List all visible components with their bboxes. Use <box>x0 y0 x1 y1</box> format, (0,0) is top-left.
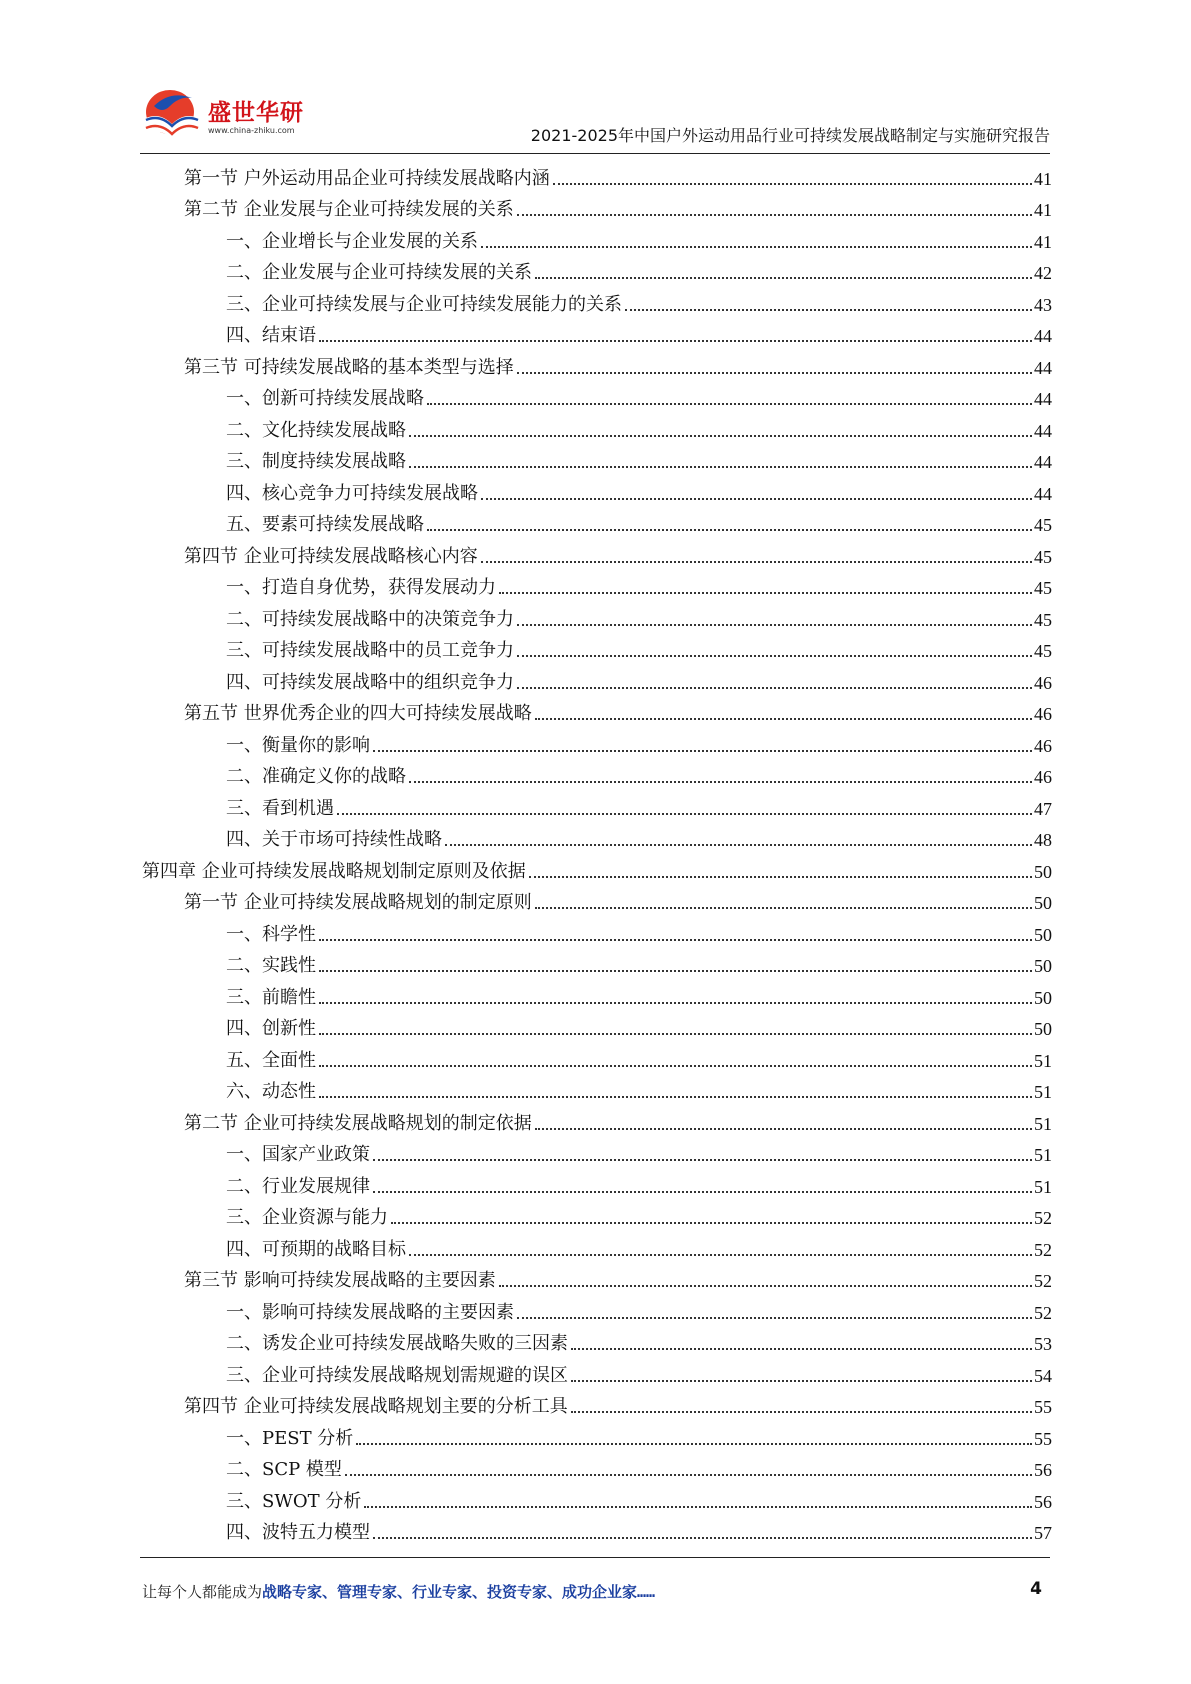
toc-entry-page: 44 <box>1034 452 1052 472</box>
toc-dot-leader <box>364 1505 1032 1508</box>
toc-entry-label: 一、创新可持续发展战略 <box>226 388 424 409</box>
toc-entry-page: 53 <box>1034 1334 1052 1354</box>
toc-dot-leader <box>535 906 1032 909</box>
toc-entry-page: 43 <box>1034 294 1052 315</box>
toc-entry[interactable] <box>142 1326 1052 1358</box>
toc-dot-leader <box>409 434 1032 437</box>
toc-entry[interactable] <box>142 1420 1052 1452</box>
toc-dot-leader <box>427 402 1032 405</box>
table-of-contents <box>142 160 1052 1546</box>
toc-entry[interactable] <box>142 1452 1052 1484</box>
toc-entry-label: 一、影响可持续发展战略的主要因素 <box>226 1301 514 1323</box>
toc-dot-leader <box>337 812 1032 815</box>
toc-entry-label: 第四章 企业可持续发展战略规划制定原则及依据 <box>142 860 526 882</box>
toc-dot-leader <box>319 339 1032 342</box>
page-number: 4 <box>1030 1579 1042 1599</box>
toc-entry-page: 45 <box>1034 578 1052 598</box>
toc-entry[interactable] <box>142 759 1052 791</box>
toc-dot-leader <box>535 1127 1032 1130</box>
toc-entry-page: 50 <box>1034 861 1052 882</box>
toc-entry[interactable] <box>142 853 1052 885</box>
toc-entry-label: 三、可持续发展战略中的员工竞争力 <box>226 640 514 661</box>
toc-dot-leader <box>373 1536 1032 1539</box>
toc-entry-page: 50 <box>1034 987 1052 1008</box>
header-divider <box>140 153 1050 154</box>
toc-entry-label: 四、创新性 <box>226 1018 316 1039</box>
toc-dot-leader <box>319 1001 1032 1004</box>
toc-entry-page: 46 <box>1034 735 1052 756</box>
toc-entry-page: 46 <box>1034 767 1052 787</box>
toc-entry-page: 50 <box>1034 956 1052 976</box>
toc-entry-page: 45 <box>1034 609 1052 630</box>
toc-entry-page: 45 <box>1034 515 1052 535</box>
toc-entry[interactable] <box>142 1515 1052 1547</box>
toc-entry-page: 44 <box>1034 326 1052 346</box>
toc-dot-leader <box>481 245 1032 248</box>
toc-entry[interactable] <box>142 979 1052 1011</box>
toc-dot-leader <box>481 560 1032 563</box>
toc-entry-page: 42 <box>1034 263 1052 283</box>
toc-dot-leader <box>517 654 1032 657</box>
toc-entry[interactable] <box>142 1357 1052 1389</box>
toc-entry[interactable] <box>142 1389 1052 1421</box>
toc-entry-label: 第三节 影响可持续发展战略的主要因素 <box>184 1270 496 1291</box>
toc-entry-page: 50 <box>1034 1019 1052 1039</box>
toc-entry-label: 一、打造自身优势，获得发展动力 <box>226 577 496 598</box>
toc-entry-page: 51 <box>1034 1145 1052 1165</box>
toc-entry-page: 51 <box>1034 1082 1052 1102</box>
report-title: 2021-2025年中国户外运动用品行业可持续发展战略制定与实施研究报告 <box>530 126 1050 145</box>
toc-entry[interactable] <box>142 1294 1052 1326</box>
toc-dot-leader <box>409 465 1032 468</box>
toc-dot-leader <box>319 1032 1032 1035</box>
toc-entry[interactable] <box>142 444 1052 476</box>
toc-entry-page: 52 <box>1034 1271 1052 1291</box>
toc-entry[interactable] <box>142 664 1052 696</box>
toc-dot-leader <box>445 843 1032 846</box>
toc-entry-page: 44 <box>1034 420 1052 441</box>
slogan-highlight: 战略专家、管理专家、行业专家、投资专家、成功企业家…… <box>262 1583 656 1601</box>
toc-entry-page: 41 <box>1034 168 1052 189</box>
toc-entry-page: 56 <box>1034 1491 1052 1512</box>
toc-entry[interactable] <box>142 412 1052 444</box>
toc-entry-page: 48 <box>1034 830 1052 850</box>
toc-dot-leader <box>319 1095 1032 1098</box>
logo-book-icon <box>140 84 204 146</box>
toc-dot-leader <box>571 1347 1032 1350</box>
toc-entry-label: 二、SCP 模型 <box>226 1459 342 1480</box>
toc-dot-leader <box>373 1158 1032 1161</box>
toc-entry-label: 第三节 可持续发展战略的基本类型与选择 <box>184 356 514 378</box>
toc-dot-leader <box>517 1316 1032 1319</box>
toc-dot-leader <box>427 528 1032 531</box>
toc-entry[interactable] <box>142 475 1052 507</box>
toc-dot-leader <box>499 591 1032 594</box>
toc-entry-label: 四、可持续发展战略中的组织竞争力 <box>226 671 514 693</box>
toc-entry-page: 56 <box>1034 1460 1052 1480</box>
toc-entry-label: 二、企业发展与企业可持续发展的关系 <box>226 262 532 283</box>
toc-entry-label: 第四节 企业可持续发展战略规划主要的分析工具 <box>184 1396 568 1417</box>
page-header <box>140 80 1050 154</box>
toc-entry-page: 55 <box>1034 1397 1052 1417</box>
toc-entry-label: 第二节 企业可持续发展战略规划的制定依据 <box>184 1112 532 1134</box>
toc-entry[interactable] <box>142 160 1052 192</box>
logo-name: 盛世华研 <box>208 100 304 126</box>
toc-entry[interactable] <box>142 1263 1052 1295</box>
toc-entry-page: 50 <box>1034 893 1052 913</box>
toc-entry-label: 二、实践性 <box>226 955 316 976</box>
footer-divider <box>140 1557 1050 1558</box>
toc-entry-label: 三、看到机遇 <box>226 797 334 819</box>
toc-entry[interactable] <box>142 633 1052 665</box>
toc-dot-leader <box>517 371 1032 374</box>
toc-entry-page: 54 <box>1034 1365 1052 1386</box>
toc-entry[interactable] <box>142 1200 1052 1232</box>
toc-entry-label: 二、文化持续发展战略 <box>226 419 406 441</box>
toc-dot-leader <box>345 1473 1032 1476</box>
toc-entry-label: 四、核心竞争力可持续发展战略 <box>226 482 478 504</box>
toc-dot-leader <box>409 780 1032 783</box>
toc-entry-label: 四、波特五力模型 <box>226 1522 370 1543</box>
toc-entry-page: 50 <box>1034 924 1052 945</box>
toc-entry-page: 41 <box>1034 200 1052 220</box>
toc-dot-leader <box>625 308 1032 311</box>
toc-entry-label: 四、可预期的战略目标 <box>226 1238 406 1260</box>
toc-entry-page: 45 <box>1034 641 1052 661</box>
toc-entry-label: 第一节 户外运动用品企业可持续发展战略内涵 <box>184 167 550 189</box>
toc-entry[interactable] <box>142 948 1052 980</box>
toc-entry[interactable] <box>142 1105 1052 1137</box>
toc-dot-leader <box>517 686 1032 689</box>
toc-entry[interactable] <box>142 790 1052 822</box>
toc-entry[interactable] <box>142 507 1052 539</box>
toc-entry-label: 二、可持续发展战略中的决策竞争力 <box>226 608 514 630</box>
company-logo <box>140 84 310 150</box>
toc-dot-leader <box>571 1410 1032 1413</box>
toc-entry[interactable] <box>142 822 1052 854</box>
toc-entry[interactable] <box>142 1074 1052 1106</box>
toc-dot-leader <box>553 182 1032 185</box>
toc-entry-page: 46 <box>1034 704 1052 724</box>
toc-entry[interactable] <box>142 1231 1052 1263</box>
toc-entry[interactable] <box>142 223 1052 255</box>
toc-entry-label: 二、准确定义你的战略 <box>226 766 406 787</box>
toc-dot-leader <box>499 1284 1032 1287</box>
toc-entry-label: 五、全面性 <box>226 1049 316 1071</box>
toc-dot-leader <box>535 717 1032 720</box>
toc-entry-label: 三、SWOT 分析 <box>226 1490 362 1512</box>
toc-dot-leader <box>391 1221 1032 1224</box>
toc-entry-page: 44 <box>1034 483 1052 504</box>
toc-entry-page: 44 <box>1034 357 1052 378</box>
toc-entry[interactable] <box>142 1168 1052 1200</box>
toc-entry-label: 三、前瞻性 <box>226 986 316 1008</box>
toc-entry-page: 44 <box>1034 389 1052 409</box>
toc-entry-page: 52 <box>1034 1208 1052 1228</box>
toc-dot-leader <box>529 875 1032 878</box>
toc-entry-page: 45 <box>1034 546 1052 567</box>
toc-dot-leader <box>571 1379 1032 1382</box>
toc-entry[interactable] <box>142 318 1052 350</box>
toc-entry-page: 46 <box>1034 672 1052 693</box>
toc-entry-label: 一、企业增长与企业发展的关系 <box>226 230 478 252</box>
toc-entry[interactable] <box>142 349 1052 381</box>
toc-entry-page: 47 <box>1034 798 1052 819</box>
toc-dot-leader <box>356 1442 1032 1445</box>
toc-entry[interactable] <box>142 255 1052 287</box>
toc-entry-label: 二、行业发展规律 <box>226 1175 370 1197</box>
toc-entry[interactable] <box>142 916 1052 948</box>
toc-entry-page: 52 <box>1034 1239 1052 1260</box>
toc-entry-page: 51 <box>1034 1050 1052 1071</box>
toc-entry-label: 三、企业资源与能力 <box>226 1207 388 1228</box>
toc-entry[interactable] <box>142 381 1052 413</box>
toc-dot-leader <box>319 969 1032 972</box>
toc-entry-label: 三、企业可持续发展与企业可持续发展能力的关系 <box>226 293 622 315</box>
page-footer <box>140 1557 1050 1617</box>
toc-entry-page: 51 <box>1034 1113 1052 1134</box>
toc-entry[interactable] <box>142 1483 1052 1515</box>
toc-entry[interactable] <box>142 727 1052 759</box>
toc-entry-label: 一、国家产业政策 <box>226 1144 370 1165</box>
toc-entry[interactable] <box>142 538 1052 570</box>
toc-entry[interactable] <box>142 570 1052 602</box>
toc-entry-label: 第一节 企业可持续发展战略规划的制定原则 <box>184 892 532 913</box>
toc-entry-label: 一、衡量你的影响 <box>226 734 370 756</box>
toc-entry-label: 一、PEST 分析 <box>226 1427 354 1449</box>
toc-entry[interactable] <box>142 192 1052 224</box>
toc-entry[interactable] <box>142 1137 1052 1169</box>
toc-entry-page: 57 <box>1034 1523 1052 1543</box>
toc-entry-label: 第四节 企业可持续发展战略核心内容 <box>184 545 478 567</box>
logo-url: www.china-zhiku.com <box>208 126 295 135</box>
toc-dot-leader <box>319 1064 1032 1067</box>
toc-entry-label: 四、关于市场可持续性战略 <box>226 829 442 850</box>
toc-entry[interactable] <box>142 286 1052 318</box>
slogan-prefix: 让每个人都能成为 <box>142 1583 263 1601</box>
toc-entry-page: 52 <box>1034 1302 1052 1323</box>
toc-entry-page: 55 <box>1034 1428 1052 1449</box>
toc-dot-leader <box>517 213 1032 216</box>
toc-dot-leader <box>373 1190 1032 1193</box>
toc-entry-label: 三、制度持续发展战略 <box>226 451 406 472</box>
toc-entry-label: 六、动态性 <box>226 1081 316 1102</box>
toc-entry-label: 二、诱发企业可持续发展战略失败的三因素 <box>226 1333 568 1354</box>
toc-entry[interactable] <box>142 1011 1052 1043</box>
toc-dot-leader <box>517 623 1032 626</box>
toc-entry-label: 一、科学性 <box>226 923 316 945</box>
toc-entry-page: 41 <box>1034 231 1052 252</box>
toc-entry-label: 四、结束语 <box>226 325 316 346</box>
toc-dot-leader <box>535 276 1032 279</box>
toc-entry-label: 五、要素可持续发展战略 <box>226 514 424 535</box>
toc-dot-leader <box>481 497 1032 500</box>
toc-entry-label: 第五节 世界优秀企业的四大可持续发展战略 <box>184 703 532 724</box>
toc-entry-label: 三、企业可持续发展战略规划需规避的误区 <box>226 1364 568 1386</box>
toc-entry[interactable] <box>142 885 1052 917</box>
toc-entry[interactable] <box>142 601 1052 633</box>
toc-dot-leader <box>373 749 1032 752</box>
toc-dot-leader <box>319 938 1032 941</box>
toc-entry-label: 第二节 企业发展与企业可持续发展的关系 <box>184 199 514 220</box>
footer-slogan <box>142 1581 655 1602</box>
toc-dot-leader <box>409 1253 1032 1256</box>
toc-entry[interactable] <box>142 696 1052 728</box>
toc-entry-page: 51 <box>1034 1176 1052 1197</box>
toc-entry[interactable] <box>142 1042 1052 1074</box>
